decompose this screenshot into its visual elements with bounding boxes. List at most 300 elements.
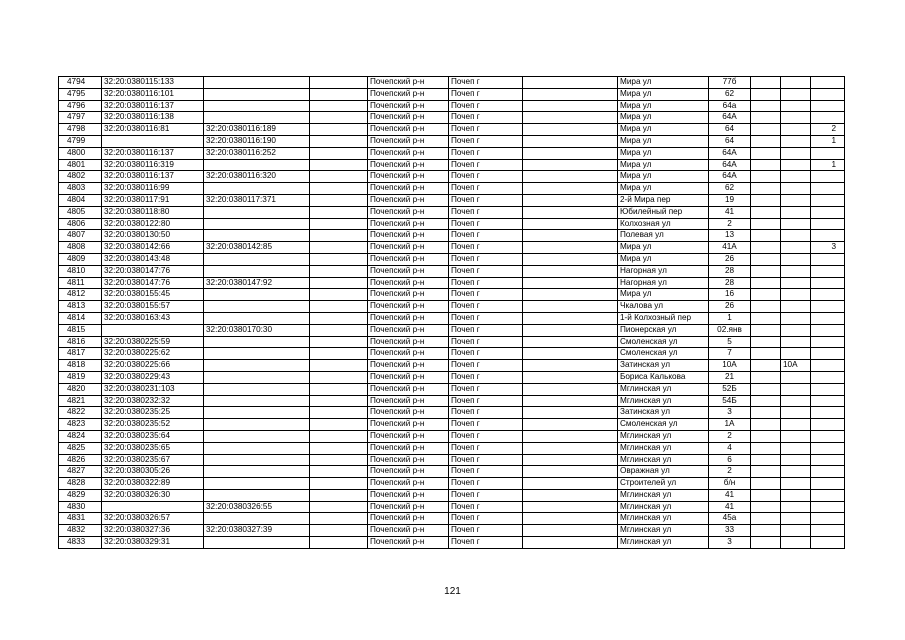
street-cell: Мира ул [618,77,709,89]
house-number-cell: 2 [709,466,751,478]
blank-column-3-cell [751,371,781,383]
record-number-cell: 4808 [59,242,102,254]
house-number-cell: 2 [709,218,751,230]
record-number-cell: 4828 [59,478,102,490]
city-cell: Почеп г [449,407,523,419]
street-cell: Мглинская ул [618,395,709,407]
record-number-cell: 4811 [59,277,102,289]
blank-column-2-cell [523,489,618,501]
street-cell: Мира ул [618,135,709,147]
count-cell [811,478,845,490]
district-cell: Почепский р-н [368,336,449,348]
city-cell: Почеп г [449,218,523,230]
house-number-cell: 1 [709,312,751,324]
building-number-cell [781,242,811,254]
building-number-cell [781,430,811,442]
building-number-cell [781,289,811,301]
blank-column-2-cell [523,88,618,100]
blank-column-cell [310,88,368,100]
district-cell: Почепский р-н [368,230,449,242]
blank-column-2-cell [523,242,618,254]
count-cell [811,348,845,360]
blank-column-cell [310,100,368,112]
street-cell: Мглинская ул [618,525,709,537]
blank-column-cell [310,466,368,478]
blank-column-3-cell [751,407,781,419]
count-cell [811,489,845,501]
building-number-cell [781,77,811,89]
street-cell: Мглинская ул [618,501,709,513]
blank-column-2-cell [523,324,618,336]
cadastral-number-cell: 32:20:0380235:64 [102,430,204,442]
blank-column-cell [310,265,368,277]
cadastral-number-cell: 32:20:0380322:89 [102,478,204,490]
table-row [59,324,845,336]
building-number-cell [781,383,811,395]
street-cell: 2-й Мира пер [618,194,709,206]
street-cell: Нагорная ул [618,277,709,289]
district-cell: Почепский р-н [368,383,449,395]
blank-column-cell [310,194,368,206]
related-cadastral-number-cell [204,454,310,466]
related-cadastral-number-cell: 32:20:0380327:39 [204,525,310,537]
house-number-cell: 45а [709,513,751,525]
building-number-cell [781,301,811,313]
related-cadastral-number-cell [204,513,310,525]
house-number-cell: 21 [709,371,751,383]
record-number-cell: 4803 [59,183,102,195]
house-number-cell: 26 [709,301,751,313]
count-cell [811,230,845,242]
related-cadastral-number-cell [204,348,310,360]
district-cell: Почепский р-н [368,513,449,525]
cadastral-number-cell: 32:20:0380116:81 [102,124,204,136]
street-cell: Затинская ул [618,360,709,372]
house-number-cell: 64 [709,135,751,147]
count-cell [811,112,845,124]
table-row [59,206,845,218]
district-cell: Почепский р-н [368,501,449,513]
record-number-cell: 4796 [59,100,102,112]
blank-column-cell [310,253,368,265]
street-cell: Мира ул [618,112,709,124]
table-row [59,124,845,136]
blank-column-3-cell [751,124,781,136]
street-cell: Мглинская ул [618,454,709,466]
city-cell: Почеп г [449,537,523,549]
blank-column-cell [310,301,368,313]
blank-column-2-cell [523,501,618,513]
blank-column-2-cell [523,454,618,466]
record-number-cell: 4801 [59,159,102,171]
related-cadastral-number-cell [204,395,310,407]
count-cell [811,289,845,301]
table-row [59,348,845,360]
district-cell: Почепский р-н [368,135,449,147]
count-cell [811,537,845,549]
cadastral-number-cell: 32:20:0380116:101 [102,88,204,100]
blank-column-3-cell [751,466,781,478]
blank-column-cell [310,395,368,407]
district-cell: Почепский р-н [368,171,449,183]
blank-column-2-cell [523,124,618,136]
house-number-cell: 3 [709,537,751,549]
house-number-cell: 64А [709,112,751,124]
related-cadastral-number-cell [204,112,310,124]
cadastral-number-cell: 32:20:0380130:50 [102,230,204,242]
related-cadastral-number-cell [204,419,310,431]
related-cadastral-number-cell [204,312,310,324]
blank-column-3-cell [751,478,781,490]
street-cell: Чкалова ул [618,301,709,313]
related-cadastral-number-cell [204,442,310,454]
blank-column-2-cell [523,171,618,183]
record-number-cell: 4798 [59,124,102,136]
street-cell: Мира ул [618,124,709,136]
record-number-cell: 4805 [59,206,102,218]
district-cell: Почепский р-н [368,478,449,490]
table-row [59,407,845,419]
blank-column-cell [310,324,368,336]
house-number-cell: 16 [709,289,751,301]
count-cell [811,383,845,395]
blank-column-2-cell [523,430,618,442]
blank-column-2-cell [523,419,618,431]
house-number-cell: 77б [709,77,751,89]
related-cadastral-number-cell [204,77,310,89]
count-cell [811,501,845,513]
city-cell: Почеп г [449,478,523,490]
table-row [59,430,845,442]
count-cell [811,371,845,383]
city-cell: Почеп г [449,301,523,313]
building-number-cell [781,513,811,525]
table-row [59,159,845,171]
cadastral-number-cell: 32:20:0380143:48 [102,253,204,265]
related-cadastral-number-cell [204,489,310,501]
blank-column-cell [310,242,368,254]
registry-table-body [59,77,845,549]
blank-column-3-cell [751,312,781,324]
record-number-cell: 4825 [59,442,102,454]
city-cell: Почеп г [449,206,523,218]
blank-column-cell [310,537,368,549]
city-cell: Почеп г [449,253,523,265]
house-number-cell: 41 [709,206,751,218]
city-cell: Почеп г [449,277,523,289]
city-cell: Почеп г [449,88,523,100]
cadastral-number-cell: 32:20:0380229:43 [102,371,204,383]
city-cell: Почеп г [449,513,523,525]
blank-column-3-cell [751,194,781,206]
street-cell: Мглинская ул [618,537,709,549]
district-cell: Почепский р-н [368,277,449,289]
house-number-cell: 3 [709,407,751,419]
district-cell: Почепский р-н [368,147,449,159]
building-number-cell [781,218,811,230]
district-cell: Почепский р-н [368,206,449,218]
building-number-cell [781,312,811,324]
count-cell [811,513,845,525]
district-cell: Почепский р-н [368,525,449,537]
related-cadastral-number-cell: 32:20:0380142:85 [204,242,310,254]
related-cadastral-number-cell [204,430,310,442]
blank-column-cell [310,478,368,490]
blank-column-cell [310,513,368,525]
blank-column-2-cell [523,183,618,195]
house-number-cell: 41 [709,501,751,513]
building-number-cell [781,324,811,336]
house-number-cell: 64 [709,124,751,136]
related-cadastral-number-cell [204,218,310,230]
district-cell: Почепский р-н [368,360,449,372]
district-cell: Почепский р-н [368,489,449,501]
building-number-cell [781,159,811,171]
city-cell: Почеп г [449,159,523,171]
blank-column-3-cell [751,171,781,183]
count-cell [811,454,845,466]
registry-table [58,76,845,549]
table-row [59,478,845,490]
table-row [59,466,845,478]
cadastral-number-cell: 32:20:0380142:66 [102,242,204,254]
city-cell: Почеп г [449,230,523,242]
cadastral-number-cell: 32:20:0380163:43 [102,312,204,324]
cadastral-number-cell: 32:20:0380116:99 [102,183,204,195]
blank-column-3-cell [751,336,781,348]
related-cadastral-number-cell [204,407,310,419]
street-cell: Мира ул [618,100,709,112]
table-row [59,301,845,313]
house-number-cell: 5 [709,336,751,348]
table-row [59,88,845,100]
city-cell: Почеп г [449,124,523,136]
building-number-cell [781,88,811,100]
blank-column-3-cell [751,395,781,407]
city-cell: Почеп г [449,194,523,206]
blank-column-2-cell [523,466,618,478]
blank-column-2-cell [523,301,618,313]
district-cell: Почепский р-н [368,454,449,466]
street-cell: Мира ул [618,147,709,159]
blank-column-2-cell [523,77,618,89]
house-number-cell: 7 [709,348,751,360]
count-cell [811,430,845,442]
street-cell: Пионерская ул [618,324,709,336]
blank-column-2-cell [523,371,618,383]
related-cadastral-number-cell: 32:20:0380116:190 [204,135,310,147]
table-row [59,77,845,89]
cadastral-number-cell: 32:20:0380326:57 [102,513,204,525]
table-row [59,242,845,254]
district-cell: Почепский р-н [368,100,449,112]
table-row [59,171,845,183]
district-cell: Почепский р-н [368,183,449,195]
cadastral-number-cell: 32:20:0380147:76 [102,265,204,277]
count-cell [811,466,845,478]
city-cell: Почеп г [449,183,523,195]
cadastral-number-cell: 32:20:0380225:62 [102,348,204,360]
street-cell: Мглинская ул [618,513,709,525]
building-number-cell [781,489,811,501]
related-cadastral-number-cell [204,478,310,490]
house-number-cell: 26 [709,253,751,265]
blank-column-cell [310,407,368,419]
table-row [59,253,845,265]
blank-column-3-cell [751,100,781,112]
cadastral-number-cell: 32:20:0380116:319 [102,159,204,171]
table-row [59,442,845,454]
blank-column-3-cell [751,112,781,124]
building-number-cell [781,124,811,136]
related-cadastral-number-cell [204,230,310,242]
related-cadastral-number-cell [204,100,310,112]
record-number-cell: 4816 [59,336,102,348]
blank-column-3-cell [751,513,781,525]
count-cell [811,360,845,372]
building-number-cell [781,501,811,513]
city-cell: Почеп г [449,100,523,112]
building-number-cell [781,478,811,490]
house-number-cell: 28 [709,265,751,277]
count-cell [811,525,845,537]
cadastral-number-cell: 32:20:0380235:67 [102,454,204,466]
street-cell: Мира ул [618,242,709,254]
district-cell: Почепский р-н [368,194,449,206]
record-number-cell: 4794 [59,77,102,89]
record-number-cell: 4802 [59,171,102,183]
blank-column-3-cell [751,147,781,159]
blank-column-3-cell [751,454,781,466]
building-number-cell [781,206,811,218]
street-cell: Мглинская ул [618,442,709,454]
city-cell: Почеп г [449,525,523,537]
street-cell: Мира ул [618,253,709,265]
record-number-cell: 4799 [59,135,102,147]
city-cell: Почеп г [449,454,523,466]
street-cell: Мглинская ул [618,383,709,395]
blank-column-cell [310,489,368,501]
street-cell: Мира ул [618,159,709,171]
table-row [59,454,845,466]
blank-column-cell [310,383,368,395]
record-number-cell: 4821 [59,395,102,407]
cadastral-number-cell: 32:20:0380235:52 [102,419,204,431]
blank-column-2-cell [523,513,618,525]
blank-column-2-cell [523,442,618,454]
related-cadastral-number-cell [204,206,310,218]
blank-column-cell [310,419,368,431]
city-cell: Почеп г [449,312,523,324]
blank-column-2-cell [523,194,618,206]
blank-column-2-cell [523,336,618,348]
building-number-cell [781,395,811,407]
city-cell: Почеп г [449,324,523,336]
district-cell: Почепский р-н [368,537,449,549]
record-number-cell: 4807 [59,230,102,242]
district-cell: Почепский р-н [368,324,449,336]
district-cell: Почепский р-н [368,124,449,136]
house-number-cell: 62 [709,183,751,195]
district-cell: Почепский р-н [368,265,449,277]
record-number-cell: 4797 [59,112,102,124]
building-number-cell: 10А [781,360,811,372]
record-number-cell: 4795 [59,88,102,100]
count-cell: 3 [811,242,845,254]
district-cell: Почепский р-н [368,395,449,407]
district-cell: Почепский р-н [368,159,449,171]
building-number-cell [781,371,811,383]
blank-column-2-cell [523,348,618,360]
building-number-cell [781,442,811,454]
registry-sheet [58,76,844,549]
cadastral-number-cell: 32:20:0380326:30 [102,489,204,501]
record-number-cell: 4813 [59,301,102,313]
house-number-cell: 6 [709,454,751,466]
blank-column-cell [310,371,368,383]
count-cell [811,253,845,265]
record-number-cell: 4827 [59,466,102,478]
record-number-cell: 4829 [59,489,102,501]
house-number-cell: 64А [709,147,751,159]
street-cell: Смоленская ул [618,336,709,348]
count-cell [811,312,845,324]
district-cell: Почепский р-н [368,371,449,383]
count-cell [811,77,845,89]
city-cell: Почеп г [449,419,523,431]
blank-column-2-cell [523,360,618,372]
blank-column-cell [310,289,368,301]
house-number-cell: 19 [709,194,751,206]
table-row [59,112,845,124]
city-cell: Почеп г [449,430,523,442]
blank-column-3-cell [751,301,781,313]
count-cell [811,277,845,289]
record-number-cell: 4819 [59,371,102,383]
city-cell: Почеп г [449,265,523,277]
cadastral-number-cell: 32:20:0380235:25 [102,407,204,419]
table-row [59,230,845,242]
related-cadastral-number-cell [204,289,310,301]
blank-column-cell [310,77,368,89]
table-row [59,135,845,147]
district-cell: Почепский р-н [368,430,449,442]
district-cell: Почепский р-н [368,88,449,100]
blank-column-2-cell [523,218,618,230]
house-number-cell: 64А [709,171,751,183]
count-cell [811,442,845,454]
blank-column-cell [310,183,368,195]
cadastral-number-cell: 32:20:0380118:80 [102,206,204,218]
blank-column-2-cell [523,135,618,147]
blank-column-3-cell [751,501,781,513]
district-cell: Почепский р-н [368,218,449,230]
blank-column-3-cell [751,489,781,501]
blank-column-2-cell [523,407,618,419]
table-row [59,383,845,395]
blank-column-2-cell [523,525,618,537]
building-number-cell [781,265,811,277]
record-number-cell: 4822 [59,407,102,419]
table-row [59,100,845,112]
table-row [59,147,845,159]
blank-column-2-cell [523,230,618,242]
cadastral-number-cell: 32:20:0380327:36 [102,525,204,537]
house-number-cell: 64а [709,100,751,112]
table-row [59,312,845,324]
building-number-cell [781,135,811,147]
count-cell [811,336,845,348]
